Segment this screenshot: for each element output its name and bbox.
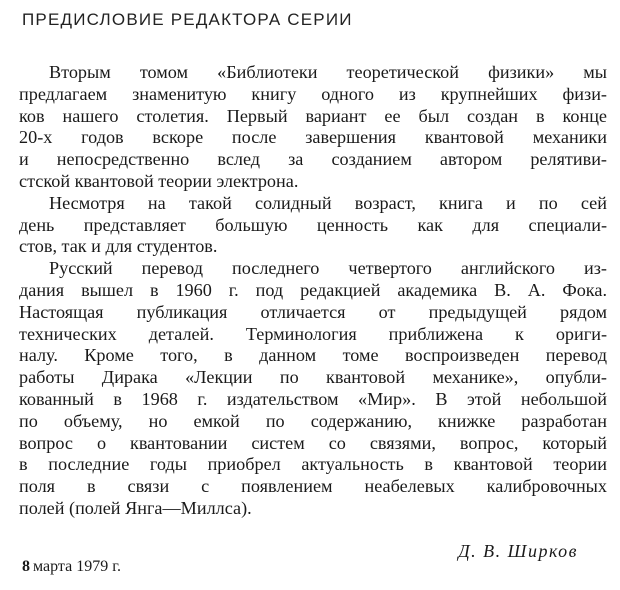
- text-line: поля в связи с появлением неабелевых калибровочных: [19, 476, 607, 497]
- text-line: Русский перевод последнего четвертого английского из-: [49, 258, 607, 279]
- text-line: стской квантовой теории электрона.: [19, 170, 299, 191]
- text-line: в последние годы приобрел актуальность в квантовой теории: [19, 454, 607, 475]
- date-month-year: марта 1979 г.: [33, 558, 121, 575]
- text-line: предлагаем знаменитую книгу одного из крупнейших физи-: [19, 83, 607, 104]
- text-line: полей (полей Янга—Миллса).: [19, 497, 252, 518]
- author-signature: Д. В. Ширков: [458, 541, 578, 561]
- text-line: кованный в 1968 г. издательством «Мир». В этой небольшой: [19, 388, 607, 409]
- date-day: 8: [22, 558, 30, 575]
- text-line: технических деталей. Терминология приближена к ориги-: [19, 323, 607, 344]
- text-line: 20-х годов вскоре после завершения квантовой механики: [19, 127, 607, 148]
- page-title: ПРЕДИСЛОВИЕ РЕДАКТОРА СЕРИИ: [22, 10, 353, 29]
- text-line: стов, так и для студентов.: [19, 236, 218, 257]
- text-line: и непосредственно вслед за созданием автором релятиви-: [19, 149, 607, 170]
- text-line: Несмотря на такой солидный возраст, книга и по сей: [49, 192, 607, 213]
- text-line: по объему, но емкой по содержанию, книжке разработан: [19, 410, 607, 431]
- paragraph: [19, 62, 607, 193]
- text-line: дания вышел в 1960 г. под редакцией академика В. А. Фока.: [19, 279, 607, 300]
- text-line: день представляет большую ценность как для специали-: [19, 214, 607, 235]
- preface-body: [19, 62, 607, 520]
- text-line: вопрос о квантовании систем со связями, вопрос, который: [19, 432, 607, 453]
- text-line: Настоящая публикация отличается от предыдущей рядом: [19, 301, 607, 322]
- paragraph: [19, 258, 607, 520]
- text-line: налу. Кроме того, в данном томе воспроизведен перевод: [19, 345, 607, 366]
- text-line: Вторым томом «Библиотеки теоретической физики» мы: [49, 62, 607, 82]
- text-line: ков нашего столетия. Первый вариант ее был создан в конце: [19, 105, 607, 126]
- text-line: работы Дирака «Лекции по квантовой механике», опубли-: [19, 367, 607, 388]
- paragraph: [19, 193, 607, 258]
- date-line: [22, 558, 121, 576]
